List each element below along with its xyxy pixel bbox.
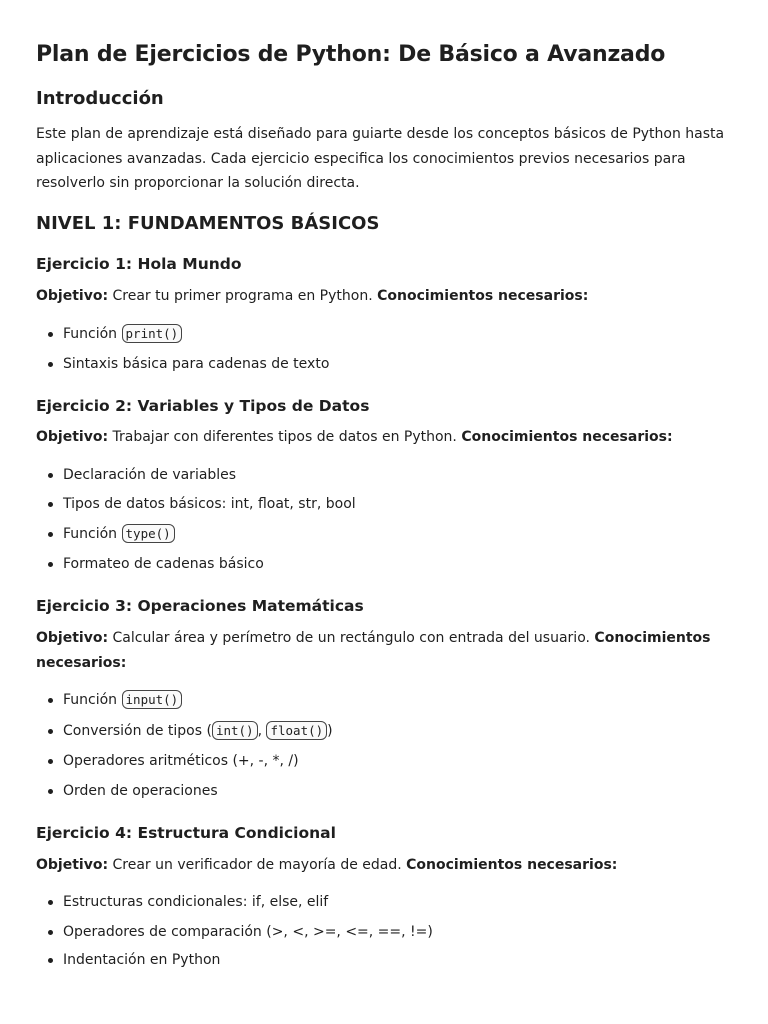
ex3-objective-text: Calcular área y perímetro de un rectángulo con entrada del usuario. [112, 630, 590, 646]
objective-label: Objetivo: [36, 429, 109, 445]
code-snippet: int() [212, 721, 258, 740]
ex2-list [36, 464, 732, 575]
list-item [36, 323, 732, 345]
list-item: Tipos de datos básicos: int, float, str, bool [36, 493, 732, 515]
ex4-objective-text: Crear un verificador de mayoría de edad. [112, 857, 402, 873]
list-item: Indentación en Python [36, 949, 732, 971]
ex4-list [36, 891, 732, 971]
ex3-objective [36, 626, 732, 675]
list-item [36, 523, 732, 545]
level1-heading: NIVEL 1: FUNDAMENTOS BÁSICOS [36, 213, 380, 234]
list-item: Sintaxis básica para cadenas de texto [36, 353, 732, 375]
ex1-objective-text: Crear tu primer programa en Python. [112, 288, 373, 304]
ex4-objective [36, 853, 732, 878]
code-snippet: float() [266, 721, 327, 740]
ex2-objective-text: Trabajar con diferentes tipos de datos en Python. [112, 429, 457, 445]
knowledge-label: Conocimientos [594, 630, 711, 646]
list-item-text: Función [63, 692, 118, 708]
ex3-list [36, 689, 732, 802]
list-item: Operadores aritméticos (+, -, *, /) [36, 750, 732, 772]
list-item [36, 720, 732, 742]
intro-paragraph: Este plan de aprendizaje está diseñado para guiarte desde los conceptos básicos de Python hasta aplicaciones avanzadas. Cada ejercicio especifica los conocimientos previos necesarios para resolverlo sin proporcionar la solución directa. [36, 126, 725, 191]
list-item: Declaración de variables [36, 464, 732, 486]
list-item: Formateo de cadenas básico [36, 553, 732, 575]
ex4-title: Ejercicio 4: Estructura Condicional [36, 824, 336, 842]
ex1-objective [36, 284, 732, 309]
knowledge-label: Conocimientos necesarios: [461, 429, 673, 445]
page-title: Plan de Ejercicios de Python: De Básico a Avanzado [36, 42, 666, 67]
objective-label: Objetivo: [36, 288, 109, 304]
objective-label: Objetivo: [36, 857, 109, 873]
objective-label: Objetivo: [36, 630, 109, 646]
code-snippet: input() [122, 690, 183, 709]
ex2-title: Ejercicio 2: Variables y Tipos de Datos [36, 397, 370, 415]
ex2-objective [36, 425, 732, 450]
ex3-title: Ejercicio 3: Operaciones Matemáticas [36, 597, 364, 615]
intro-heading: Introducción [36, 88, 164, 109]
knowledge-label: Conocimientos necesarios: [406, 857, 618, 873]
knowledge-label-cont: necesarios: [36, 654, 127, 671]
list-item-text-end: ) [327, 723, 333, 739]
list-item-separator: , [257, 723, 267, 739]
list-item: Orden de operaciones [36, 780, 732, 802]
list-item-text: Conversión de tipos ( [63, 723, 212, 739]
code-snippet: print() [122, 324, 183, 343]
list-item: Operadores de comparación (>, <, >=, <=, ==, !=) [36, 921, 732, 943]
ex1-title: Ejercicio 1: Hola Mundo [36, 255, 242, 273]
ex1-list [36, 323, 732, 375]
list-item: Estructuras condicionales: if, else, elif [36, 891, 732, 913]
list-item-text: Función [63, 526, 118, 542]
knowledge-label: Conocimientos necesarios: [377, 288, 589, 304]
list-item-text: Función [63, 326, 118, 342]
list-item [36, 689, 732, 711]
code-snippet: type() [122, 524, 175, 543]
